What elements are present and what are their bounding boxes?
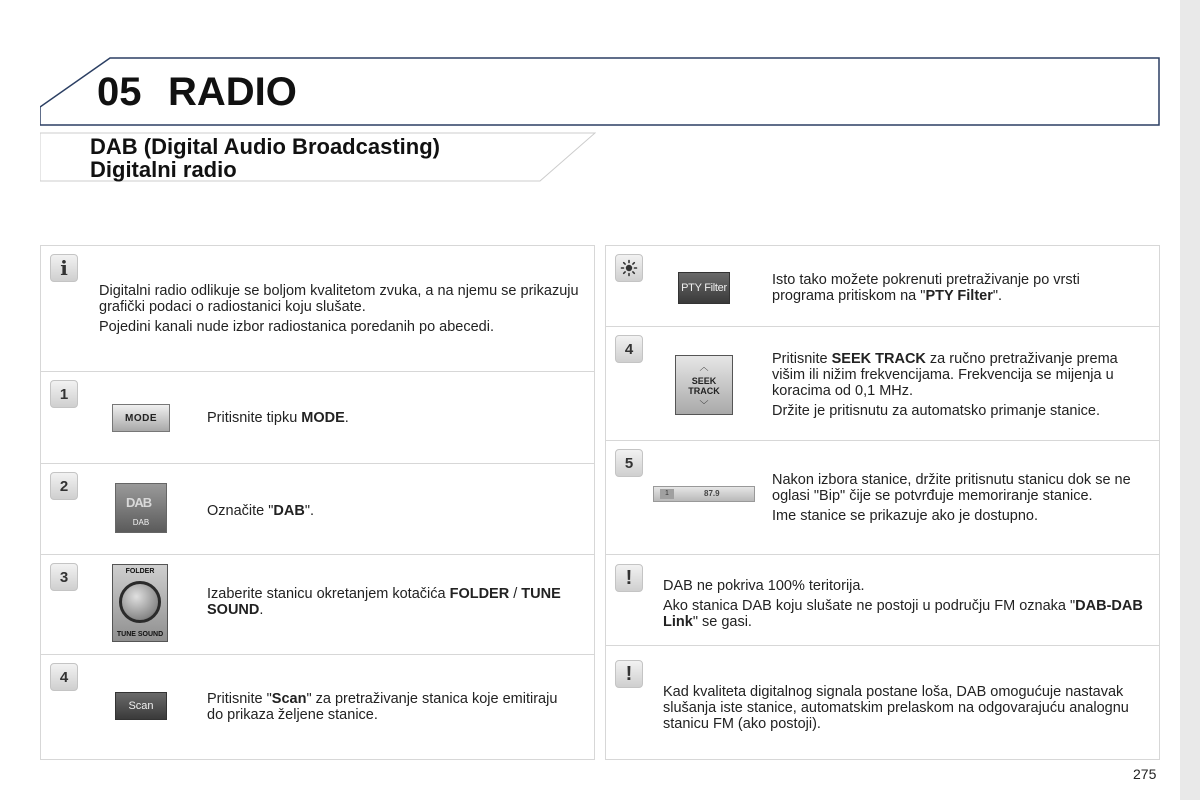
preset-number: 1 [660, 489, 674, 499]
step-text [772, 472, 1157, 528]
pty-filter-button[interactable] [678, 272, 730, 304]
section-title: DAB (Digital Audio Broadcasting) [90, 134, 440, 159]
dab-logo-icon: DAB [126, 495, 152, 510]
info-text [99, 283, 579, 339]
step-keyword: DAB-DAB Link [663, 598, 1143, 630]
step-number-badge: 5 [615, 449, 643, 477]
step-row-2 [41, 464, 594, 555]
warning-row [606, 646, 1159, 760]
chevron-up-icon: ︿ [699, 362, 709, 372]
step-keyword: MODE [301, 410, 345, 426]
step-row-3 [41, 555, 594, 655]
step-text: Označite "DAB". [207, 503, 315, 519]
step-paragraph: Držite je pritisnutu za automatsko primanje stanice. [772, 403, 1101, 419]
preset-station-button[interactable] [653, 486, 755, 502]
pty-filter-button-label: PTY Filter [681, 282, 727, 294]
warning-icon: ! [615, 660, 643, 688]
step-text: Pritisnite SEEK TRACK za ručno pretraživanje prema višim ili nižim frekvencijama. Frekvencija se mijenja u koracima od 0,1 MHz. Držite je pritisnutu za automatsko primanje stanice. [772, 351, 1147, 423]
step-text: Pritisnite "Scan" za pretraživanje stanica koje emitiraju do prikaza željene stanice. [207, 691, 558, 723]
mode-button-label: MODE [125, 412, 157, 424]
right-panel [605, 245, 1160, 760]
step-paragraph: Ime stanice se prikazuje ako je dostupno. [772, 508, 1038, 524]
step-text: Pritisnite tipku MODE. [207, 410, 349, 426]
step-number-badge: 1 [50, 380, 78, 408]
knob-bottom-label: TUNE SOUND [116, 631, 164, 638]
chapter-number: 05 [97, 70, 142, 114]
warning-icon: ! [615, 564, 643, 592]
seek-track-button[interactable] [675, 355, 733, 415]
step-row-4 [41, 655, 594, 760]
step-number-badge: 4 [615, 335, 643, 363]
warning-text [663, 684, 1133, 736]
scan-button[interactable] [115, 692, 167, 720]
info-icon: i [50, 254, 78, 282]
mode-button[interactable] [112, 404, 170, 432]
info-paragraph: Pojedini kanali nude izbor radiostanica poredanih po abecedi. [99, 319, 494, 335]
chevron-down-icon: ﹀ [699, 400, 709, 410]
dab-button[interactable] [115, 483, 167, 533]
step-keyword: PTY Filter [925, 288, 993, 304]
folder-tune-sound-knob[interactable] [112, 564, 168, 642]
step-keyword: DAB [273, 503, 305, 519]
step-paragraph: Nakon izbora stanice, držite pritisnutu stanicu dok se ne oglasi "Bip" čije se potvrđuje memoriranje stanice. [772, 472, 1131, 504]
seek-track-row [606, 327, 1159, 441]
chapter-title: RADIO [168, 70, 297, 114]
step-number-badge: 3 [50, 563, 78, 591]
seek-track-label: SEEK [691, 376, 717, 386]
tip-row [606, 246, 1159, 327]
tip-text: Isto tako možete pokrenuti pretraživanje po vrsti programa pritiskom na "PTY Filter". [772, 272, 1080, 304]
step-keyword: SEEK TRACK [831, 351, 926, 367]
scan-button-label: Scan [128, 700, 154, 712]
section-subtitle: Digitalni radio [90, 157, 237, 182]
warning-paragraph: DAB ne pokriva 100% teritorija. [663, 578, 865, 594]
step-row-1 [41, 372, 594, 464]
rotary-dial-icon [119, 581, 161, 623]
step-keyword: FOLDER [449, 586, 510, 602]
warning-row [606, 555, 1159, 646]
step-text: Izaberite stanicu okretanjem kotačića FOLDER / TUNE SOUND. [207, 586, 561, 618]
preset-row [606, 441, 1159, 555]
left-panel [40, 245, 595, 760]
bulb-icon [615, 254, 643, 282]
info-paragraph: Digitalni radio odlikuje se boljom kvalitetom zvuka, a na njemu se prikazuju grafički podaci o radiostanici koju slušate. [99, 283, 579, 315]
seek-track-label: TRACK [688, 386, 720, 396]
warning-paragraph: Kad kvaliteta digitalnog signala postane loša, DAB omogućuje nastavak slušanja iste stanice, automatskim prelaskom na odgovarajuću analognu stanicu FM (ako postoji). [663, 684, 1129, 732]
scrollbar[interactable] [1180, 0, 1200, 800]
warning-text: DAB ne pokriva 100% teritorija. Ako stanica DAB koju slušate ne postoji u području FM oznaka "DAB-DAB Link" se gasi. [663, 578, 1143, 630]
info-row [41, 246, 594, 372]
step-keyword: Scan [271, 691, 307, 707]
page-number: 275 [1133, 766, 1157, 782]
step-number-badge: 2 [50, 472, 78, 500]
step-number-badge: 4 [50, 663, 78, 691]
dab-button-label: DAB [132, 518, 150, 527]
preset-frequency: 87.9 [704, 489, 720, 498]
step-keyword: TUNE SOUND [207, 586, 561, 618]
knob-top-label: FOLDER [125, 568, 155, 575]
